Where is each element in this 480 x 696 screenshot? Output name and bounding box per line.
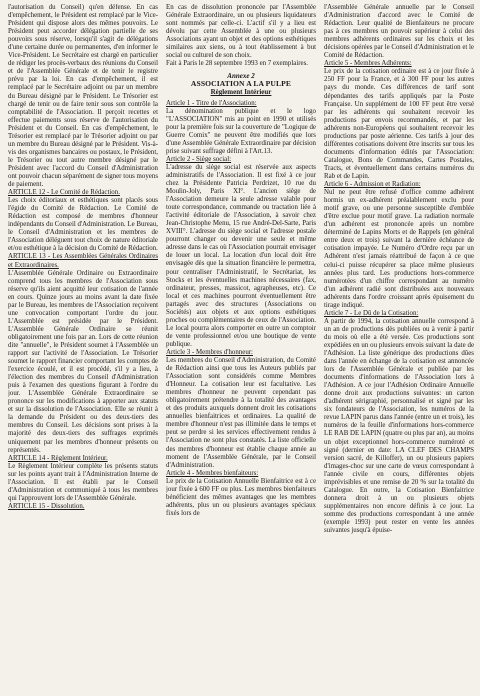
body-paragraph: A partir de 1994, la cotisation annuelle correspond à un an de productions dès publiées ou à venir à partir du mois où elle a été versée. Ces productions sont expédiées en un ou plusieurs envois suivant la date de l'Adhésion. La liste générique des productions dûes dans l'année en échange de la cotisation est annoncée lors de l'Assemblée Générale et publiée par les documents d'informations de l'Association lors à l'Adhésion. A ce jour l'Adhésion Ordinaire Annuelle donne droit aux productions suivantes: un carton d'adhérent sérigraphié, personnalisé et signé par les six fondateurs de l'Association, les numéros de la revue LAPIN parus dans l'année (entre un et trois), les numéros de la feuille d'informations hors-commerce LE RAB DE LAPIN (quatre ou plus par an), au moins un objet exceptionnel hors-commerce numéroté et signé (dernier en date: LA CLEF DES CHAMPS version sacré, de Killoffer), un ou plusieurs papiers d'images-choc sur une carte de vœux correspondant à l'année civile en cours, différentes objets imprévisibles et une remise de 20 % sur la totalité du Catalogue. En outre, la Cotisation Bienfaitrice donnera droit à un ou plusieurs objets supplémentaires non encore définis à ce jour. La somme des productions correspondant à une année (exemple 1993) peut rester en vente les années suivantes jusqu'à épuise- [324,317,474,535]
body-paragraph: Le prix de la cotisation ordinaire est à ce jour fixée à 250 FF pour la France, et à 300 FF pour les autres pays du monde. Ces différences de tarif sont dépendantes des tarifs appliqués par la Poste Française. Un supplément de 100 FF peut être versé par les adhérents qui souhaitent recevoir les productions par envois recommandés, et par les adhérents non-Européens qui souhaitent recevoir les productions par poste aérienne. Ces tarifs à jour des différentes cotisations doivent être inscrits sur tous les documents d'information édités par l'Association: Catalogue, Bons de Commandes, Cartes Postales, Tracts, et éventuellement dans certains numéros du Rab et de Lapin. [324,68,474,180]
body-paragraph: Nul ne peut être refusé d'office comme adhérent hormis un ex-adhérent préalablement exclu pour motif grave, ou une personne susceptible d'emblée d'être exclue pour motif grave. La radiation normale d'un adhérent est prononcée après un nombre déterminé de Lapins Morts et de Rappels (en général entre deux et trois) suivant la dernière échéance de cotisation impayée. Le Numéro d'Ordre reçu par un Adhérent n'est jamais réattribué de façon à ce que celui-ci puisse récupérer sa place même plusieurs années plus tard. Les productions hors-commerce numérotées d'un chiffre correspondant au numéro d'un adhérent radié sont distribuées aux nouveaux adhérents dans l'ordre croissant après épuisement du tirage indiqué. [324,189,474,309]
article-heading: Article 6 - Admission et Radiation: [324,181,421,189]
article-heading: Article 7 - Le Dû de la Cotisation: [324,309,419,317]
article-heading: ARTICLE 12 - Le Comité de Rédaction. [8,189,120,197]
article-heading: ARTICLE 14 - Règlement Intérieur. [8,454,108,462]
association-title: ASSOCIATION A LA PULPE [190,79,292,89]
body-paragraph: En cas de dissolution prononcée par l'Assemblée Générale Extraordinaire, un ou plusieurs liquidateurs sont nommés par celle-ci. L'actif s'il y a lieu est dévolu par cette Assemblée à une ou plusieurs Associations ayant un objet et des options esthétiques similaires aux siens, ou à tout établissement à but social ou culturel de son choix. [166,4,316,60]
article-heading: Article 2 - Siège social: [166,155,232,163]
column-right [324,4,474,694]
reglement-title: Règlement Intérieur [210,88,272,97]
article-heading: Article 5 - Membres Adhérents: [324,60,412,68]
body-paragraph: L'Assemblée Générale Ordinaire ou Extraordinaire comprend tous les membres de l'Association sous réserve qu'ils aient acquitté leur cotisation de l'année en cours. Quinze jours au moins avant la date fixée par le Bureau, les membres de l'Association reçoivent une convocation comportant l'ordre du jour. L'Assemblée est présidée par le Président. L'Assemblée Générale Ordinaire se réunit obligatoirement une fois par an. Lors de cette réunion dite "annuelle", le Président soumet à l'Assemblée un rapport sur l'activité de l'Association. Le Trésorier soumet le rapport financier comportant les comptes de l'exercice écoulé, et il est procédé, s'il y a lieu, à l'élection des membres du Conseil d'Administration puis à l'examen des questions figurant à l'ordre du jour. L'Assemblée Générale Extraordinaire se prononce sur les modifications à apporter aux statuts et sur la dissolution de l'Association. Elle se réunit à la demande du Président ou des deux-tiers des membres du Conseil. Les décisions sont prises à la majorité des deux-tiers des suffrages exprimés uniquement par les membres d'honneur présents ou représentés. [8,269,158,454]
article-heading: Article 1 - Titre de l'Association: [166,99,257,107]
body-paragraph: Les membres du Conseil d'Administration, du Comité de Rédaction ainsi que tous les Auteurs publiés par l'Association sont considérés comme Membres d'Honneur. La cotisation leur est facultative. Les membres d'honneur ne peuvent cependant pas obligatoirement prétendre à la totalité des avantages et des produits auxquels donnent droit les cotisations annuelles bienfaitrices et ordinaires. La qualité de membre d'honneur n'est pas illimitée dans le temps et peut se perdre si les services effectivement rendus à l'Association ne sont plus constatés. La liste officielle des membres d'honneur est établie chaque année au moment de l'Assemblée Générale, par le Conseil d'Administration. [166,357,316,469]
column-left [8,4,158,694]
column-middle [166,4,316,694]
annex-heading [166,72,316,96]
signature-line: Fait à Paris le 28 septembre 1993 en 7 exemplaires. [166,60,308,68]
body-paragraph: Les choix éditoriaux et esthétiques sont placés sous l'égide du Comité de Rédaction. Le Comité de Rédaction est composé de membres d'honneur indépendants du Conseil d'Administration. Le Bureau, le Conseil d'Administration et les membres de l'Association déléguent tout choix de nature éditoriale et/ou esthétique à la décision du Comité de Rédaction. [8,197,158,253]
body-paragraph: La dénomination publique et le logo "L'ASSOCIATION" mis au point en 1990 et utilisés pour la première fois sur la couverture de "Logique de Guerre Comix" ne peuvent être modifiés que lors d'une Assemblée Générale Extraordinaire par décision prise suivant suffrage défini à l'Art.13. [166,107,316,155]
article-heading: ARTICLE 13 - Les Assemblées Générales Ordinaires et Extraordinaires. [8,253,158,269]
body-paragraph: l'Assemblée Générale annuelle par le Conseil d'Administration d'accord avec le Comité de Rédaction. Leur qualité de Bienfaiteurs ne procure pas à ces membres un pouvoir supérieur à celui des membres adhérents ordinaires sur les choix et les décisions opérées par le Conseil d'Administration et le Comité de Rédaction. [324,4,474,60]
body-paragraph: Le Règlement Intérieur complète les présents statuts sur les points ayant trait à l'Administration Interne de l'Association. Il est établi par le Conseil d'Administration et communiqué à tous les membres qui l'approuvent lors de l'Assemblée Générale. [8,462,158,502]
body-paragraph: l'autorisation du Conseil) qu'en défense. En cas d'empêchement, le Président est remplacé par le Vice-Président qui dispose alors des mêmes pouvoirs. Le Président peut accorder délégation partielle de ses pouvoirs sous réserve, lorsqu'il s'agit de délégations d'une certaine durée ou permanentes, d'en informer le Vice-Président. Le Secrétaire est chargé en particulier de rédiger les procès-verbaux des réunions du Conseil et de l'Assemblée Générale et de tenir le registre prévu par la loi. En cas d'empêchement, il est remplacé par le Secrétaire adjoint ou par un membre du Bureau désigné par le Président. Le Trésorier est chargé de tenir ou de faire tenir sous son contrôle la comptabilité de l'Association. Il perçoit recettes et effectue paiements sous réserve de l'autorisation du Président et du Conseil. En cas d'empêchement, le Trésorier est remplacé par le Trésorier adjoint ou par un membre du Bureau désigné par le Président. Vis-à-vis des organismes bancaires ou postaux, le Président, le Trésorier ou tout autre membre désigné par le Président avec l'accord du Conseil d'Administration ont pouvoir chacun séparément de signer tous moyens de paiement. [8,4,158,189]
article-heading: ARTICLE 15 - Dissolution. [8,502,85,510]
annexe-label: Annexe 2 [227,72,255,81]
body-paragraph: L'adresse du siège social est réservée aux aspects administratifs de l'Association. Il est fixé à ce jour chez la Présidente Patricia Perdrizet, 10 rue du Moulin-Joly, Paris XI°. L'ancien siège de l'Association demeure la seule adresse valable pour toute correspondance, commande ou tractation liée à l'activité éditoriale de l'Association, à savoir chez Jean-Christophe Menu, 15 rue André-Del-Sarte, Paris XVIII°. L'adresse du siège social et l'adresse postale pourront changer ou devenir une seule et même adresse dans le cas où l'Association pourrait envisager de louer un local. La location d'un local doit être envisagée dès que la situation financière le permettra, pour centraliser l'Administratif, le Secrétariat, les Stocks et les éventuelles machines nécessaires (fax, ordinateur, presses, massicot, agrapheuses, etc). Ce local et ces machines pourront éventuellement être partagés avec des structures (Associations ou Sociétés) aux objets et aux options esthétiques proches ou complémentaires de ceux de l'Association. Le local pourra alors comporter en outre un comptoir de vente professionnel et/ou une boutique de vente publique. [166,163,316,348]
article-heading: Article 4 - Membres bienfaiteurs: [166,469,259,477]
article-heading: Article 3 - Membres d'honneur: [166,348,253,356]
body-paragraph: Le prix de la Cotisation Annuelle Bienfaitrice est à ce jour fixée à 600 FF ou plus. Les membres bienfaiteurs bénéficient des mêmes avantages que les membres adhérents, plus un ou plusieurs avantages spéciaux fixés lors de [166,477,316,517]
